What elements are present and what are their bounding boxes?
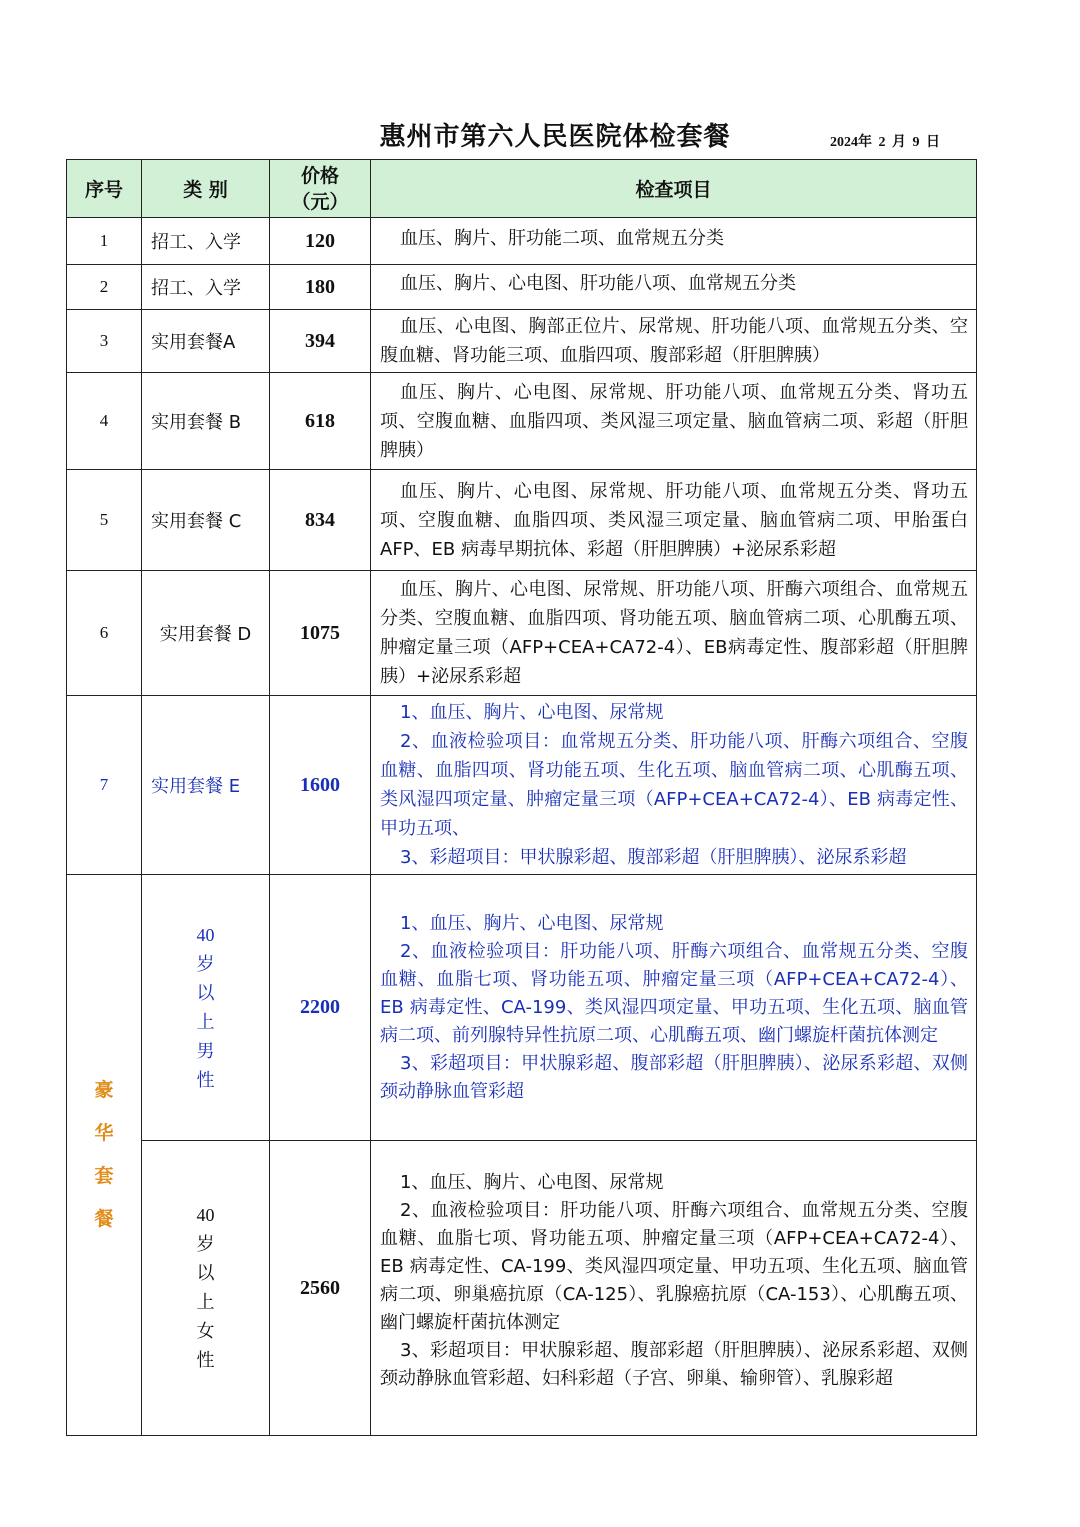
table-header-row: [67, 160, 977, 218]
category-char: 40: [196, 1205, 215, 1225]
row-items-part1: 1、血压、胸片、心电图、尿常规: [400, 702, 664, 723]
row-category-male: [142, 875, 270, 1141]
row-items-part3: 3、彩超项目：甲状腺彩超、腹部彩超（肝胆脾胰）、泌尿系彩超、双侧颈动静脉血管彩超: [380, 1052, 968, 1102]
category-char: 男: [196, 1040, 215, 1062]
row-price: 618: [270, 373, 371, 470]
row-items: [371, 1141, 977, 1436]
row-no: 1: [67, 218, 142, 265]
row-items: [371, 470, 977, 571]
luxury-label-char: 套: [94, 1166, 114, 1187]
row-items-part3: 3、彩超项目：甲状腺彩超、腹部彩超（肝胆脾胰）、泌尿系彩超: [400, 847, 907, 868]
document-title: 惠州市第六人民医院体检套餐: [379, 122, 731, 152]
row-items: [371, 265, 977, 310]
row-price: 180: [270, 265, 371, 310]
header-price-line2: （元）: [291, 190, 349, 213]
category-char: 岁: [196, 1234, 215, 1255]
row-items: [371, 218, 977, 265]
row-no: 4: [67, 373, 142, 470]
category-char: 以: [196, 982, 215, 1004]
row-price: 1075: [270, 571, 371, 696]
luxury-label: [67, 875, 142, 1436]
row-items-part2: 2、血液检验项目：血常规五分类、肝功能八项、肝酶六项组合、空腹血糖、血脂四项、肾功能五项、生化五项、脑血管病二项、心肌酶五项、类风湿四项定量、肿瘤定量三项（AFP+CEA+CA72-4）、EB 病毒定性、甲功五项、: [380, 731, 968, 839]
row-price: 1600: [270, 696, 371, 875]
row-price: 834: [270, 470, 371, 571]
row-items: [371, 373, 977, 470]
row-no: 6: [67, 571, 142, 696]
category-char: 40: [196, 924, 215, 945]
row-items: [371, 310, 977, 373]
category-char: 以: [196, 1263, 215, 1284]
row-items-part2: 2、血液检验项目：肝功能八项、肝酶六项组合、血常规五分类、空腹血糖、血脂七项、肾功能五项、肿瘤定量三项（AFP+CEA+CA72-4）、EB 病毒定性、CA-199、类风湿四项定量、甲功五项、生化五项、脑血管病二项、卵巢癌抗原（CA-125）、乳腺癌抗原（CA-153）、心肌酶五项、幽门螺旋杆菌抗体测定: [380, 1200, 968, 1333]
luxury-label-char: 华: [94, 1123, 114, 1144]
row-category: 招工、入学: [142, 218, 270, 265]
header-price-line1: 价格: [300, 164, 339, 187]
row-category: 实用套餐 E: [142, 696, 270, 875]
category-char: 岁: [196, 953, 215, 975]
row-items-part2: 2、血液检验项目：肝功能八项、肝酶六项组合、血常规五分类、空腹血糖、血脂七项、肾功能五项、肿瘤定量三项（AFP+CEA+CA72-4）、EB 病毒定性、CA-199、类风湿四项定量、甲功五项、生化五项、脑血管病二项、前列腺特异性抗原二项、心肌酶五项、幽门螺旋杆菌抗体测定: [380, 940, 968, 1046]
package-table: [66, 159, 977, 1436]
header-items: 检查项目: [371, 160, 977, 218]
header-no: 序号: [67, 160, 142, 218]
row-no: 7: [67, 696, 142, 875]
row-price: 120: [270, 218, 371, 265]
row-items: [371, 696, 977, 875]
category-char: 女: [196, 1321, 215, 1342]
table-row: [67, 265, 977, 310]
table-row: [67, 218, 977, 265]
table-row: [67, 470, 977, 571]
row-category: 实用套餐A: [142, 310, 270, 373]
row-category: 实用套餐 B: [142, 373, 270, 470]
row-items: [371, 875, 977, 1141]
table-row: [67, 310, 977, 373]
row-category: 实用套餐 C: [142, 470, 270, 571]
header-price: [270, 160, 371, 218]
category-char: 上: [196, 1292, 215, 1313]
table-row: [67, 696, 977, 875]
row-items-part3: 3、彩超项目：甲状腺彩超、腹部彩超（肝胆脾胰）、泌尿系彩超、双侧颈动静脉血管彩超、妇科彩超（子宫、卵巢、输卵管）、乳腺彩超: [380, 1340, 968, 1389]
row-no: 2: [67, 265, 142, 310]
row-items-text: 血压、胸片、肝功能二项、血常规五分类: [400, 228, 724, 249]
row-items-text: 血压、胸片、心电图、肝功能八项、血常规五分类: [400, 273, 796, 294]
luxury-label-char: 餐: [94, 1209, 114, 1230]
table-row-luxury-female: [67, 1141, 977, 1436]
row-price: 394: [270, 310, 371, 373]
row-category: 实用套餐 D: [142, 571, 270, 696]
category-char: 性: [196, 1350, 215, 1371]
table-row-luxury-male: [67, 875, 977, 1141]
row-no: 3: [67, 310, 142, 373]
document-date: 2024年 2 月 9 日: [830, 135, 940, 150]
row-items-text: 血压、胸片、心电图、尿常规、肝功能八项、肝酶六项组合、血常规五分类、空腹血糖、血脂四项、肾功能五项、脑血管病二项、心肌酶五项、肿瘤定量三项（AFP+CEA+CA72-4）、EB病毒定性、腹部彩超（肝胆脾胰）+泌尿系彩超: [380, 579, 968, 687]
table-row: [67, 571, 977, 696]
row-items-part1: 1、血压、胸片、心电图、尿常规: [400, 1172, 664, 1193]
table-row: [67, 373, 977, 470]
luxury-label-char: 豪: [94, 1080, 114, 1101]
row-no: 5: [67, 470, 142, 571]
row-items: [371, 571, 977, 696]
row-price: 2560: [270, 1141, 371, 1436]
row-category: 招工、入学: [142, 265, 270, 310]
row-items-text: 血压、胸片、心电图、尿常规、肝功能八项、血常规五分类、肾功五项、空腹血糖、血脂四项、类风湿三项定量、脑血管病二项、甲胎蛋白AFP、EB 病毒早期抗体、彩超（肝胆脾胰）+泌尿系彩超: [380, 480, 968, 560]
row-price: 2200: [270, 875, 371, 1141]
row-items-text: 血压、胸片、心电图、尿常规、肝功能八项、血常规五分类、肾功五项、空腹血糖、血脂四项、类风湿三项定量、脑血管病二项、彩超（肝胆脾胰）: [380, 381, 968, 461]
header-category: 类 别: [142, 160, 270, 218]
row-items-part1: 1、血压、胸片、心电图、尿常规: [400, 912, 664, 934]
row-items-text: 血压、心电图、胸部正位片、尿常规、肝功能八项、血常规五分类、空腹血糖、肾功能三项、血脂四项、腹部彩超（肝胆脾胰）: [380, 316, 968, 366]
category-char: 性: [196, 1069, 215, 1091]
row-category-female: [142, 1141, 270, 1436]
category-char: 上: [196, 1011, 215, 1033]
